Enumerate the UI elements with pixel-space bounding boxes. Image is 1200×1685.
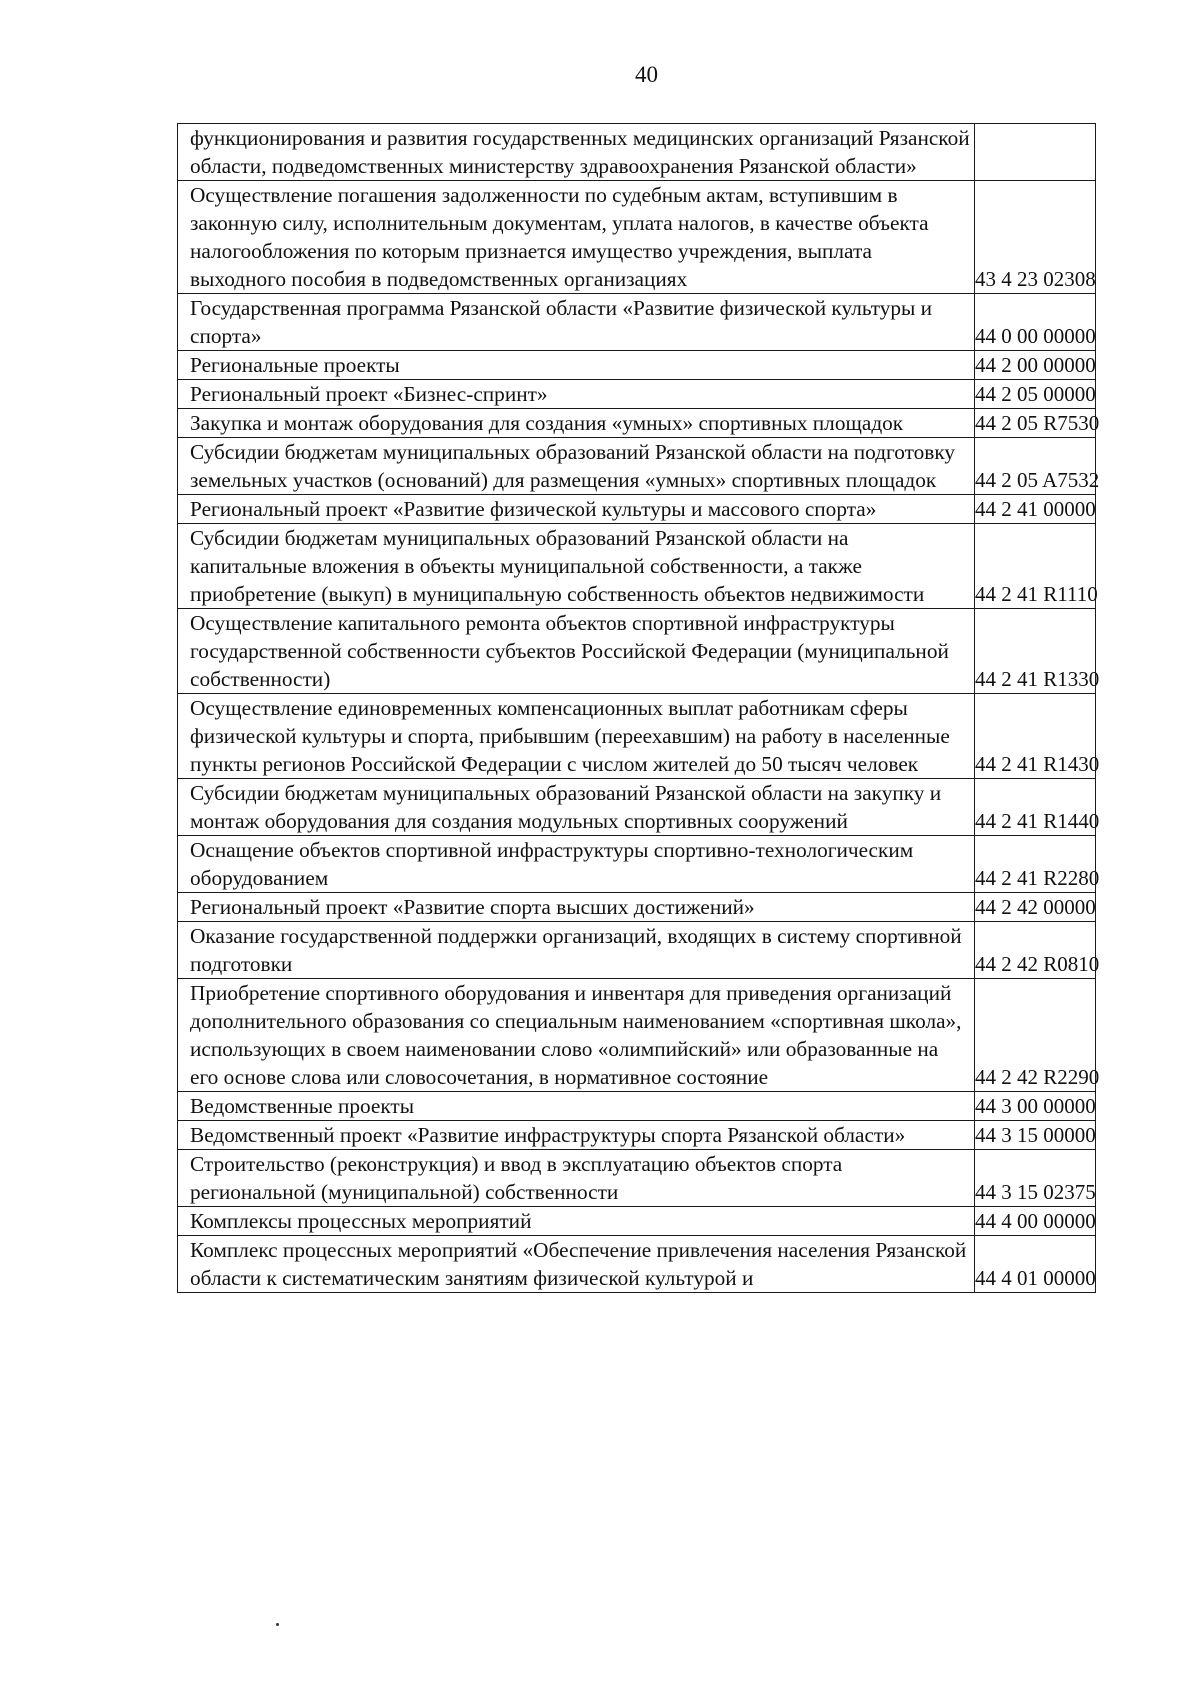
table-row: [178, 1121, 1096, 1150]
row-name-cell: Закупка и монтаж оборудования для создания «умных» спортивных площадок: [178, 409, 975, 438]
table-row: [178, 922, 1096, 979]
table-row: [178, 609, 1096, 694]
row-name-cell: Региональные проекты: [178, 351, 975, 380]
row-code-cell: 44 0 00 00000: [975, 294, 1096, 351]
row-code-cell: 44 2 42 R2290: [975, 979, 1096, 1092]
row-name-cell: Строительство (реконструкция) и ввод в эксплуатацию объектов спорта региональной (муниципальной) собственности: [178, 1150, 975, 1207]
table-row: [178, 1236, 1096, 1293]
table-row: [178, 893, 1096, 922]
row-code-cell: 44 2 41 R1330: [975, 609, 1096, 694]
row-name-cell: Оснащение объектов спортивной инфраструктуры спортивно-технологическим оборудованием: [178, 836, 975, 893]
row-name-cell: Осуществление капитального ремонта объектов спортивной инфраструктуры государственной собственности субъектов Российской Федерации (муниципальной собственности): [178, 609, 975, 694]
row-name-cell: Ведомственные проекты: [178, 1092, 975, 1121]
row-name-cell: Приобретение спортивного оборудования и инвентаря для приведения организаций дополнительного образования со специальным наименованием «спортивная школа», использующих в своем наименовании слово «олимпийский» или образованные на его основе слова или словосочетания, в нормативное состояние: [178, 979, 975, 1092]
row-name-cell: Оказание государственной поддержки организаций, входящих в систему спортивной подготовки: [178, 922, 975, 979]
table-row: [178, 380, 1096, 409]
table-row: [178, 495, 1096, 524]
table-row: [178, 294, 1096, 351]
row-code-cell: 44 2 42 R0810: [975, 922, 1096, 979]
row-name-cell: функционирования и развития государственных медицинских организаций Рязанской области, подведомственных министерству здравоохранения Рязанской области»: [178, 124, 975, 181]
row-code-cell: 44 2 05 A7532: [975, 438, 1096, 495]
row-code-cell: 44 2 41 R1430: [975, 694, 1096, 779]
row-code-cell: 44 4 01 00000: [975, 1236, 1096, 1293]
table-row: [178, 1150, 1096, 1207]
row-name-cell: Осуществление погашения задолженности по судебным актам, вступившим в законную силу, исполнительным документам, уплата налогов, в качестве объекта налогообложения по которым признается имущество учреждения, выплата выходного пособия в подведомственных организациях: [178, 181, 975, 294]
row-name-cell: Комплекс процессных мероприятий «Обеспечение привлечения населения Рязанской области к систематическим занятиям физической культурой и: [178, 1236, 975, 1293]
row-code-cell: 44 2 41 R1440: [975, 779, 1096, 836]
row-code-cell: 44 3 15 02375: [975, 1150, 1096, 1207]
table-row: [178, 124, 1096, 181]
row-code-cell: 44 2 00 00000: [975, 351, 1096, 380]
row-code-cell: 44 2 41 R2280: [975, 836, 1096, 893]
row-code-cell: 44 2 41 00000: [975, 495, 1096, 524]
row-code-cell: 44 2 05 00000: [975, 380, 1096, 409]
row-name-cell: Региональный проект «Бизнес-спринт»: [178, 380, 975, 409]
page-number: 40: [635, 62, 658, 87]
row-name-cell: Региональный проект «Развитие спорта высших достижений»: [178, 893, 975, 922]
table-row: [178, 524, 1096, 609]
table-row: [178, 836, 1096, 893]
table-row: [178, 351, 1096, 380]
table-row: [178, 1207, 1096, 1236]
row-code-cell: 44 2 41 R1110: [975, 524, 1096, 609]
row-code-cell: 44 3 15 00000: [975, 1121, 1096, 1150]
row-name-cell: Ведомственный проект «Развитие инфраструктуры спорта Рязанской области»: [178, 1121, 975, 1150]
table-row: [178, 409, 1096, 438]
table-row: [178, 438, 1096, 495]
row-code-cell: 44 2 42 00000: [975, 893, 1096, 922]
table-row: [178, 779, 1096, 836]
row-name-cell: Осуществление единовременных компенсационных выплат работникам сферы физической культуры и спорта, прибывшим (переехавшим) на работу в населенные пункты регионов Российской Федерации с числом жителей до 50 тысяч человек: [178, 694, 975, 779]
budget-classification-table: [177, 123, 1100, 1293]
row-name-cell: Субсидии бюджетам муниципальных образований Рязанской области на капитальные вложения в объекты муниципальной собственности, а также приобретение (выкуп) в муниципальную собственность объектов недвижимости: [178, 524, 975, 609]
row-name-cell: Субсидии бюджетам муниципальных образований Рязанской области на подготовку земельных участков (оснований) для размещения «умных» спортивных площадок: [178, 438, 975, 495]
row-code-cell: 44 2 05 R7530: [975, 409, 1096, 438]
row-name-cell: Субсидии бюджетам муниципальных образований Рязанской области на закупку и монтаж оборудования для создания модульных спортивных сооружений: [178, 779, 975, 836]
row-name-cell: Государственная программа Рязанской области «Развитие физической культуры и спорта»: [178, 294, 975, 351]
table-row: [178, 979, 1096, 1092]
row-name-cell: Региональный проект «Развитие физической культуры и массового спорта»: [178, 495, 975, 524]
scan-speck: [276, 1623, 279, 1626]
row-code-cell: 44 4 00 00000: [975, 1207, 1096, 1236]
table-row: [178, 694, 1096, 779]
row-code-cell: 43 4 23 02308: [975, 181, 1096, 294]
row-code-cell: [975, 124, 1096, 181]
table-row: [178, 1092, 1096, 1121]
row-code-cell: 44 3 00 00000: [975, 1092, 1096, 1121]
row-name-cell: Комплексы процессных мероприятий: [178, 1207, 975, 1236]
table-row: [178, 181, 1096, 294]
